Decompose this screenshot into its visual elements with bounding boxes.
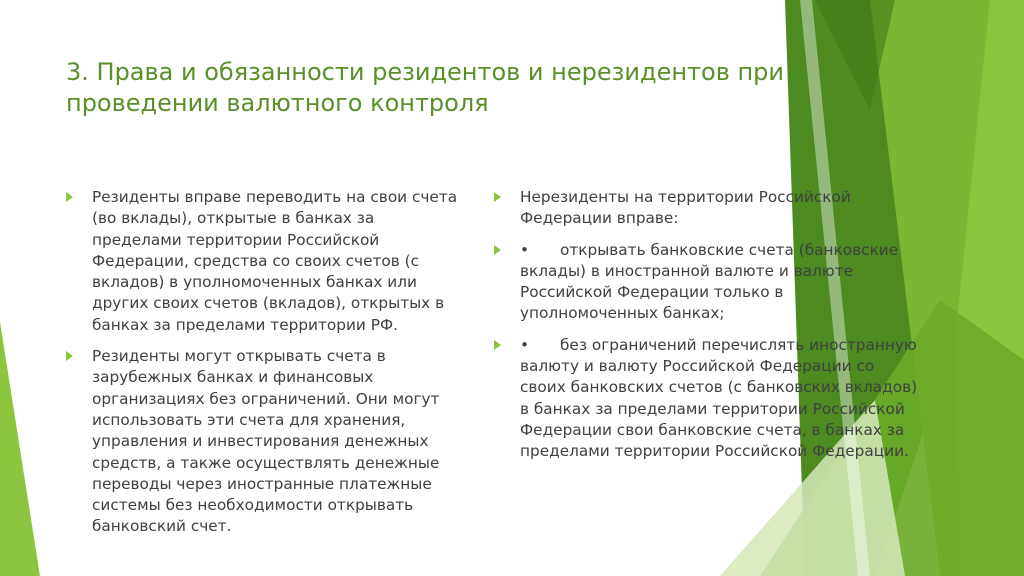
list-item [494, 240, 919, 325]
left-corner-triangle [0, 322, 40, 576]
list-item-text: открывать банковские счета (банковские вклады) в иностранной валюте и валюте Российской Федерации только в уполномоченных банках; [520, 240, 899, 323]
list-item [494, 187, 919, 230]
list-item [66, 346, 461, 538]
list-item-text: Резиденты вправе переводить на свои счета (во вклады), открытые в банках за пределами территории Российской Федерации, средства со своих счетов (с вкладов) в уполномоченных банках или других своих счетов (вкладов), открытых в банках за пределами территории РФ. [92, 188, 458, 334]
list-item-text: без ограничений перечислять иностранную валюту и валюту Российской Федерации со своих банковских счетов (с банковских вкладов) в банках за пределами территории Российской Федерации свои банковские счета, в банках за пределами территории Российской Федерации. [520, 335, 918, 461]
list-item [494, 335, 919, 463]
list-item [66, 187, 461, 336]
bullet-marker: • [520, 240, 530, 259]
triangle-right-icon [66, 192, 73, 202]
triangle-right-icon [494, 245, 501, 255]
triangle-right-icon [66, 351, 73, 361]
slide-title: 3. Права и обязанности резидентов и нерезидентов при проведении валютного контроля [66, 58, 784, 117]
list-item-text: Резиденты могут открывать счета в зарубежных банках и финансовых организациях без ограничений. Они могут использовать эти счета для хранения, управления и инвестирования денежных средств, а также осуществлять денежные переводы через иностранные платежные системы без необходимости открывать банковский счет. [92, 347, 440, 536]
triangle-right-icon [494, 340, 501, 350]
triangle-right-icon [494, 192, 501, 202]
left-column [66, 187, 461, 548]
right-column [494, 187, 919, 473]
list-item-text: Нерезиденты на территории Российской Федерации вправе: [520, 188, 851, 228]
bullet-marker: • [520, 335, 530, 354]
